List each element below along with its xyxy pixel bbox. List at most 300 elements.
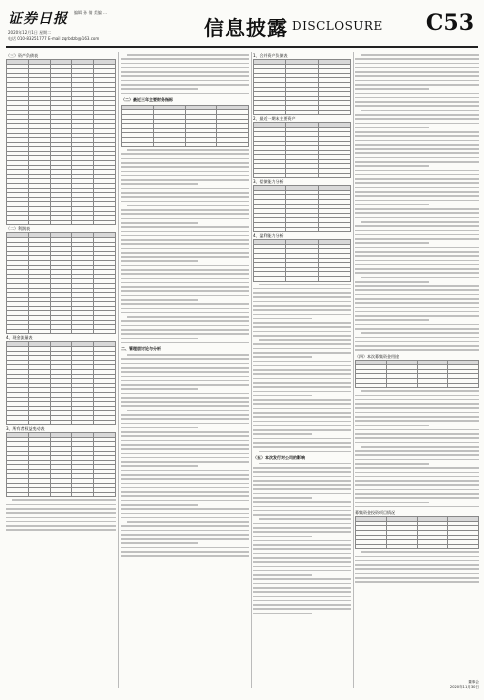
table-cell (318, 110, 350, 115)
text-line (355, 63, 479, 65)
text-line (355, 573, 479, 575)
text-line (121, 93, 249, 95)
text-line (121, 538, 249, 540)
text-line (355, 144, 479, 146)
text-line (355, 497, 479, 499)
text-line (121, 252, 249, 254)
text-line (121, 171, 249, 173)
text-line (127, 149, 249, 151)
text-line (253, 438, 351, 440)
table-cell (28, 220, 50, 225)
text-line (121, 525, 249, 527)
text-line (12, 499, 116, 501)
text-line (121, 547, 249, 549)
subheading: （二）最近三年主要财务指标 (121, 96, 173, 102)
text-line (121, 376, 249, 378)
table-cell (286, 227, 318, 232)
text-line (121, 286, 249, 288)
text-line (253, 557, 351, 559)
text-line (253, 429, 351, 431)
text-line (355, 429, 479, 431)
text-line (355, 484, 479, 486)
text-line (253, 403, 351, 405)
text-line (121, 282, 249, 284)
text-line (253, 523, 351, 525)
text-line (253, 408, 351, 410)
text-line (259, 463, 351, 465)
signature-footer: 董事会 2020年11月30日 (449, 680, 479, 689)
financial-indicator-table (121, 105, 249, 147)
fund-use-table (355, 360, 479, 389)
text-line (355, 212, 479, 214)
newspaper-logo: 证券日报 (8, 11, 68, 27)
table-caption: （三）资产负债表 (6, 53, 38, 58)
text-line (121, 273, 249, 275)
text-line (253, 544, 351, 546)
table-cell (94, 220, 116, 225)
text-line (253, 343, 351, 345)
text-line (121, 414, 249, 416)
text-line (121, 384, 249, 386)
text-line (253, 527, 351, 529)
text-line (361, 110, 479, 112)
table-cell (417, 383, 448, 388)
table-cell (417, 544, 448, 549)
table-row (7, 492, 116, 497)
text-line (355, 182, 479, 184)
text-line (121, 393, 249, 395)
table-cell (50, 329, 72, 334)
masthead-meta (74, 10, 107, 16)
text-line (355, 234, 479, 236)
text-line (355, 204, 429, 206)
text-line (355, 135, 479, 137)
cash-flow-table (6, 341, 116, 425)
text-line (253, 471, 351, 473)
text-line (121, 308, 249, 310)
text-line (355, 105, 479, 107)
text-line (355, 463, 429, 465)
text-line (361, 551, 479, 553)
text-line (355, 71, 479, 73)
body-text (121, 354, 249, 557)
body-text (355, 54, 479, 351)
text-line (121, 295, 249, 297)
text-line (355, 395, 479, 397)
text-line (127, 54, 249, 56)
text-line (121, 196, 249, 198)
body-text (121, 149, 249, 343)
text-line (121, 226, 249, 228)
text-line (259, 451, 351, 453)
text-line (355, 294, 479, 296)
masthead (6, 6, 478, 48)
text-line (355, 324, 479, 326)
table-cell (254, 110, 286, 115)
text-line (6, 521, 116, 523)
text-line (253, 314, 351, 316)
text-line (121, 235, 249, 237)
text-line (121, 517, 249, 519)
text-line (121, 380, 249, 382)
table-cell (7, 220, 29, 225)
table-cell (28, 420, 50, 425)
text-line (253, 510, 351, 512)
table-cell (217, 142, 249, 147)
text-line (121, 457, 249, 459)
text-line (355, 437, 479, 439)
text-line (355, 564, 479, 566)
text-line (355, 298, 479, 300)
text-line (355, 311, 479, 313)
table-cell (94, 492, 116, 497)
text-line (121, 192, 249, 194)
text-line (121, 504, 198, 506)
table-cell (28, 329, 50, 334)
page-number: C53 (425, 10, 474, 36)
project-table (355, 516, 479, 549)
text-line (253, 292, 351, 294)
text-line (355, 251, 479, 253)
text-line (121, 188, 249, 190)
text-line (253, 536, 312, 538)
text-line (253, 497, 312, 499)
text-line (355, 489, 479, 491)
text-line (121, 487, 249, 489)
subheading: 二、管理层讨论与分析 (121, 346, 161, 352)
text-line (6, 529, 116, 531)
table-row (356, 544, 479, 549)
text-line (355, 225, 479, 227)
text-line (355, 208, 479, 210)
text-line (121, 58, 249, 60)
text-line (355, 480, 479, 482)
text-line (253, 416, 351, 418)
text-line (253, 540, 351, 542)
table-caption: 4、盈利能力分析 (253, 233, 284, 239)
text-line (253, 574, 312, 576)
text-line (121, 71, 249, 73)
table-cell (254, 173, 286, 178)
text-line (355, 127, 429, 129)
text-line (121, 239, 249, 241)
text-line (355, 581, 479, 583)
date-line: 2020年12月1日 星期二 (8, 30, 52, 35)
text-line (6, 504, 116, 506)
text-line (121, 329, 249, 331)
text-line (6, 512, 116, 514)
text-line (253, 476, 351, 478)
text-line (355, 93, 479, 95)
table-cell (72, 329, 94, 334)
text-line (355, 467, 479, 469)
text-line (121, 363, 249, 365)
text-line (361, 54, 479, 56)
text-line (253, 566, 351, 568)
text-line (253, 386, 351, 388)
text-line (121, 338, 198, 340)
text-line (355, 157, 479, 159)
text-line (253, 378, 351, 380)
text-line (253, 608, 351, 610)
text-line (253, 356, 312, 358)
text-line (355, 242, 429, 244)
text-line (253, 365, 351, 367)
text-line (127, 205, 249, 207)
text-line (355, 123, 479, 125)
text-line (355, 114, 479, 116)
table-cell (7, 420, 29, 425)
text-line (127, 316, 249, 318)
text-line (355, 247, 479, 249)
text-line (121, 153, 249, 155)
text-line (355, 84, 479, 86)
text-line (121, 371, 249, 373)
text-line (121, 513, 249, 515)
column-divider (251, 52, 252, 688)
text-line (355, 118, 479, 120)
text-line (253, 391, 351, 393)
text-line (355, 319, 429, 321)
text-line (253, 493, 351, 495)
table-cell (356, 544, 387, 549)
text-line (253, 373, 351, 375)
text-line (121, 218, 249, 220)
text-line (355, 349, 479, 351)
text-line (355, 161, 479, 163)
text-line (121, 333, 249, 335)
text-line (355, 416, 479, 418)
text-line (355, 412, 479, 414)
text-line (121, 320, 249, 322)
income-statement-table (6, 232, 116, 334)
text-line (355, 152, 479, 154)
masthead-meta-lower (8, 30, 208, 42)
text-line (355, 195, 479, 197)
text-line (121, 491, 249, 493)
text-line (253, 578, 351, 580)
text-line (355, 568, 479, 570)
column-divider (353, 52, 354, 688)
text-line (253, 326, 351, 328)
text-line (6, 508, 116, 510)
text-line (121, 508, 249, 510)
text-line (253, 446, 351, 448)
table-row (7, 420, 116, 425)
text-line (121, 222, 198, 224)
text-line (253, 613, 312, 615)
text-line (121, 542, 198, 544)
text-line (121, 80, 249, 82)
body-text (355, 390, 479, 507)
text-line (355, 560, 479, 562)
equity-table (6, 432, 116, 497)
text-line (121, 231, 249, 233)
column-4 (355, 52, 479, 688)
text-line (355, 399, 479, 401)
text-line (355, 230, 479, 232)
text-line (121, 418, 249, 420)
data-table (253, 122, 351, 178)
text-line (121, 67, 249, 69)
body-text (121, 54, 249, 94)
text-line (355, 58, 479, 60)
table-cell (72, 220, 94, 225)
text-line (253, 484, 351, 486)
text-line (355, 255, 479, 257)
text-line (259, 518, 351, 520)
table-caption: 募集资金投资项目情况 (355, 510, 395, 516)
text-line (121, 530, 249, 532)
text-line (253, 548, 351, 550)
text-line (355, 341, 479, 343)
table-cell (286, 173, 318, 178)
text-line (361, 221, 479, 223)
text-line (121, 248, 249, 250)
text-line (355, 433, 479, 435)
text-line (121, 303, 249, 305)
text-line (355, 217, 479, 219)
section-title: 信息披露 (204, 16, 288, 40)
text-line (355, 307, 479, 309)
text-line (253, 583, 351, 585)
text-line (121, 342, 249, 344)
text-line (253, 514, 351, 516)
text-line (253, 361, 351, 363)
text-line (253, 352, 351, 354)
table-cell (50, 220, 72, 225)
text-line (361, 277, 479, 279)
table-cell (7, 492, 29, 497)
text-line (253, 553, 351, 555)
text-line (121, 401, 249, 403)
column-divider (118, 52, 119, 688)
table-caption: 3、偿债能力分析 (253, 179, 284, 185)
subheading: （五）本次发行对公司的影响 (253, 454, 305, 460)
table-cell (122, 142, 154, 147)
text-line (253, 596, 351, 598)
body-text (253, 284, 351, 453)
text-line (253, 587, 351, 589)
text-line (121, 461, 249, 463)
text-line (121, 435, 249, 437)
text-line (355, 264, 479, 266)
text-line (253, 531, 351, 533)
text-line (127, 354, 249, 356)
table-row (254, 173, 351, 178)
text-line (355, 506, 479, 508)
text-line (6, 525, 116, 527)
text-line (355, 556, 479, 558)
text-line (355, 178, 479, 180)
table-cell (72, 420, 94, 425)
text-line (121, 201, 249, 203)
table-row (254, 110, 351, 115)
text-line (253, 296, 351, 298)
table-cell (254, 276, 286, 281)
text-line (121, 312, 249, 314)
text-line (121, 551, 249, 553)
text-line (121, 358, 249, 360)
text-line (127, 410, 249, 412)
text-line (253, 433, 312, 435)
text-line (355, 472, 479, 474)
text-line (253, 301, 351, 303)
text-line (355, 328, 479, 330)
text-line (253, 335, 351, 337)
text-line (355, 425, 429, 427)
table-cell (7, 329, 29, 334)
text-line (355, 493, 479, 495)
table-caption: 2、最近一期末主要资产 (253, 116, 296, 122)
table-cell (318, 227, 350, 232)
table-cell (286, 110, 318, 115)
text-line (121, 158, 249, 160)
column-2 (121, 52, 249, 688)
text-line (361, 332, 479, 334)
table-row (356, 383, 479, 388)
text-line (121, 269, 249, 271)
text-line (121, 209, 249, 211)
text-line (6, 517, 116, 519)
text-line (355, 577, 479, 579)
text-line (253, 501, 351, 503)
text-line (355, 191, 479, 193)
text-line (355, 454, 479, 456)
text-line (253, 600, 351, 602)
text-line (121, 444, 249, 446)
text-line (121, 325, 249, 327)
section-subtitle: DISCLOSURE (292, 19, 383, 33)
text-line (253, 395, 312, 397)
text-line (121, 448, 249, 450)
text-line (121, 483, 249, 485)
text-line (121, 243, 249, 245)
text-line (253, 318, 312, 320)
text-line (121, 299, 198, 301)
text-line (355, 260, 479, 262)
text-line (253, 467, 351, 469)
text-line (121, 179, 249, 181)
text-line (121, 397, 249, 399)
contact-line: 电话 010-83251777 E-mail zqrbdzb@163.com (8, 36, 100, 41)
text-line (355, 450, 479, 452)
text-line (253, 591, 351, 593)
text-line (253, 369, 351, 371)
text-line (355, 272, 479, 274)
table-cell (254, 227, 286, 232)
table-cell (356, 383, 387, 388)
text-line (253, 480, 351, 482)
table-cell (448, 383, 479, 388)
text-line (121, 63, 249, 65)
table-cell (286, 276, 318, 281)
text-line (355, 148, 479, 150)
text-line (121, 88, 198, 90)
text-line (253, 305, 351, 307)
text-line (121, 290, 249, 292)
text-line (355, 407, 479, 409)
text-block (6, 499, 116, 531)
text-line (121, 500, 249, 502)
column-1 (6, 52, 116, 688)
text-line (355, 187, 479, 189)
text-line (355, 403, 479, 405)
table-cell (94, 420, 116, 425)
text-line (253, 506, 351, 508)
text-line (355, 442, 479, 444)
text-line (121, 405, 249, 407)
